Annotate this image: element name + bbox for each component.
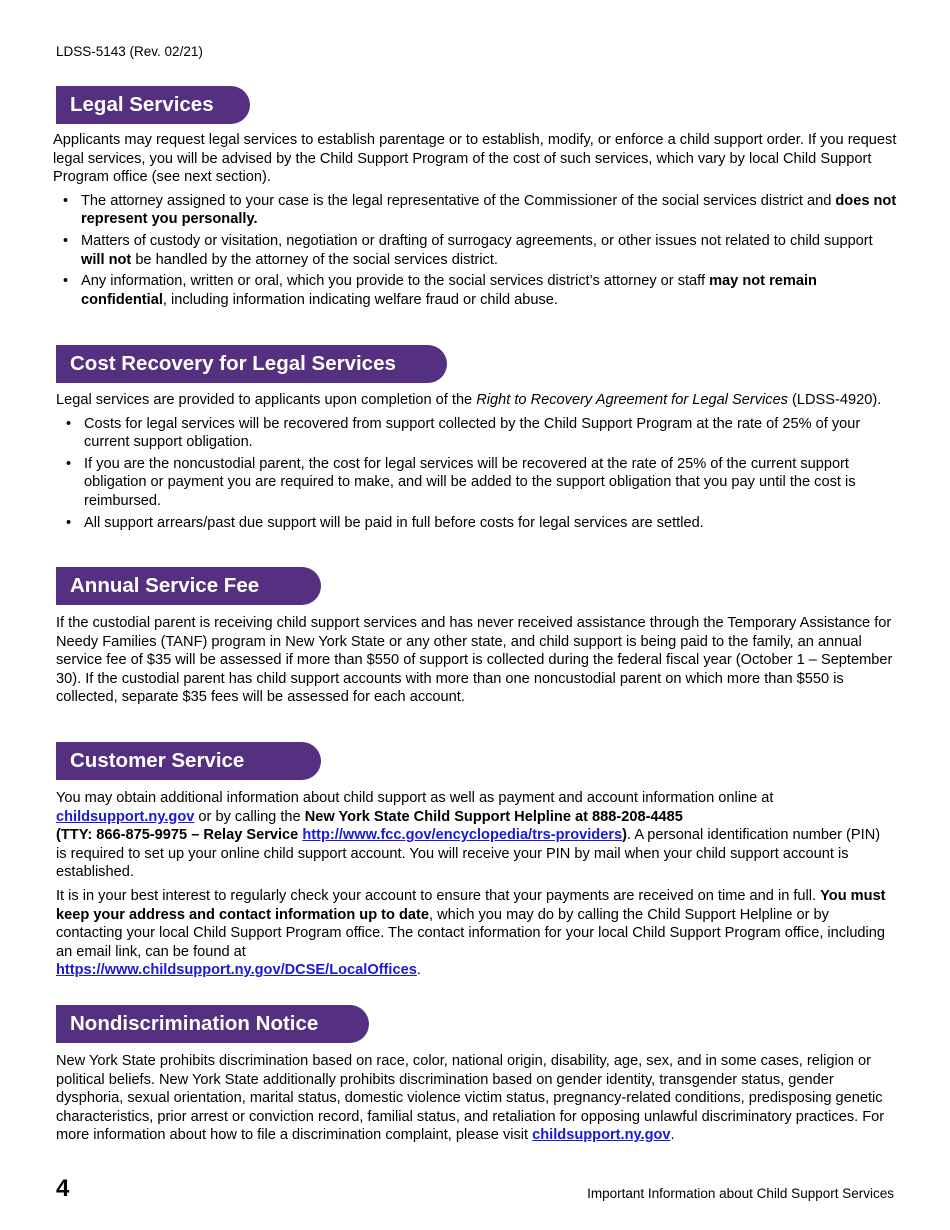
footer-title: Important Information about Child Support Services (587, 1186, 894, 1201)
cost-recovery-heading: Cost Recovery for Legal Services (56, 345, 447, 383)
list-item: • Matters of custody or visitation, negotiation or drafting of surrogacy agreements, or other issues not related to child support will not be handled by the attorney of the social services district. (53, 232, 897, 269)
nondiscrimination-heading: Nondiscrimination Notice (56, 1005, 369, 1043)
legal-services-intro: Applicants may request legal services to establish parentage or to establish, modify, or enforce a child support order. If you request legal services, you will be advised by the Child Support Program of the cost of such services, which vary by local Child Support Program office (see next section). (53, 132, 897, 186)
childsupport-link[interactable]: childsupport.ny.gov (56, 808, 195, 825)
customer-service-paragraph-2: It is in your best interest to regularly check your account to ensure that your payments are received on time and in full. You must keep your address and contact information up to date, which you may do by calling the Child Support Helpline or by contacting your local Child Support Program office. The contact information for your local Child Support Program office, including an email link, can be found at https://www.childsupport.ny.gov/DCSE/LocalOffices. (56, 887, 886, 979)
annual-fee-body: If the custodial parent is receiving child support services and has never received assistance through the Temporary Assistance for Needy Families (TANF) program in New York State or any other state, and child support is being paid to the family, an annual service fee of $35 will be assessed if more than $550 of support is collected during the federal fiscal year (October 1 – September 30). If the custodial parent has child support accounts with more than one noncustodial parent on which more than $550 is collected, separate $35 fees will be assessed for each account. (56, 615, 893, 706)
page-number: 4 (56, 1175, 70, 1202)
annual-fee-heading: Annual Service Fee (56, 567, 321, 605)
cost-recovery-section (56, 391, 894, 535)
legal-services-heading: Legal Services (56, 86, 250, 124)
childsupport-link[interactable]: childsupport.ny.gov (532, 1127, 671, 1144)
customer-service-heading: Customer Service (56, 742, 321, 780)
customer-service-section (56, 789, 894, 980)
nondiscrimination-body: New York State prohibits discrimination based on race, color, national origin, disability, age, sex, and in some cases, religion or political beliefs. New York State additionally prohibits discrimination based on gender identity, transgender status, gender dysphoria, sexual orientation, marital status, domestic violence victim status, pregnancy-related conditions, predisposing genetic characteristics, prior arrest or conviction record, familial status, and retaliation for opposing unlawful discriminatory practices. For more information about how to file a discrimination complaint, please visit childsupport.ny.gov. (56, 1053, 885, 1144)
local-offices-link[interactable]: https://www.childsupport.ny.gov/DCSE/LocalOffices (56, 962, 417, 979)
legal-services-list (53, 192, 897, 310)
list-item: • All support arrears/past due support will be paid in full before costs for legal services are settled. (56, 514, 894, 533)
cost-recovery-intro: Legal services are provided to applicants upon completion of the Right to Recovery Agreement for Legal Services (LDSS-4920). (56, 392, 882, 408)
legal-services-section (53, 131, 897, 312)
list-item: • The attorney assigned to your case is the legal representative of the Commissioner of the social services district and does not represent you personally. (53, 192, 897, 229)
fcc-trs-link[interactable]: http://www.fcc.gov/encyclopedia/trs-providers (302, 827, 623, 844)
nondiscrimination-section (56, 1052, 894, 1145)
annual-fee-section (56, 614, 894, 707)
list-item: • Costs for legal services will be recovered from support collected by the Child Support Program at the rate of 25% of your current support obligation. (56, 415, 894, 452)
list-item: • If you are the noncustodial parent, the cost for legal services will be recovered at the rate of 25% of the current support obligation or payment you are required to make, and will be added to the support obligation that you pay until the cost is reimbursed. (56, 455, 894, 511)
form-id: LDSS-5143 (Rev. 02/21) (56, 44, 203, 59)
cost-recovery-list (56, 415, 894, 533)
list-item: • Any information, written or oral, which you provide to the social services district’s attorney or staff may not remain confidential, including information indicating welfare fraud or child abuse. (53, 272, 897, 309)
customer-service-paragraph-1: You may obtain additional information about child support as well as payment and account information online at childsupport.ny.gov or by calling the New York State Child Support Helpline at 888-208-4485 (TTY: 866-875-9975 – Relay Service http://www.fcc.gov/encyclopedia/trs-providers). A personal identification number (PIN) is required to set up your online child support account. You will receive your PIN by mail when your child support account is established. (56, 790, 881, 881)
